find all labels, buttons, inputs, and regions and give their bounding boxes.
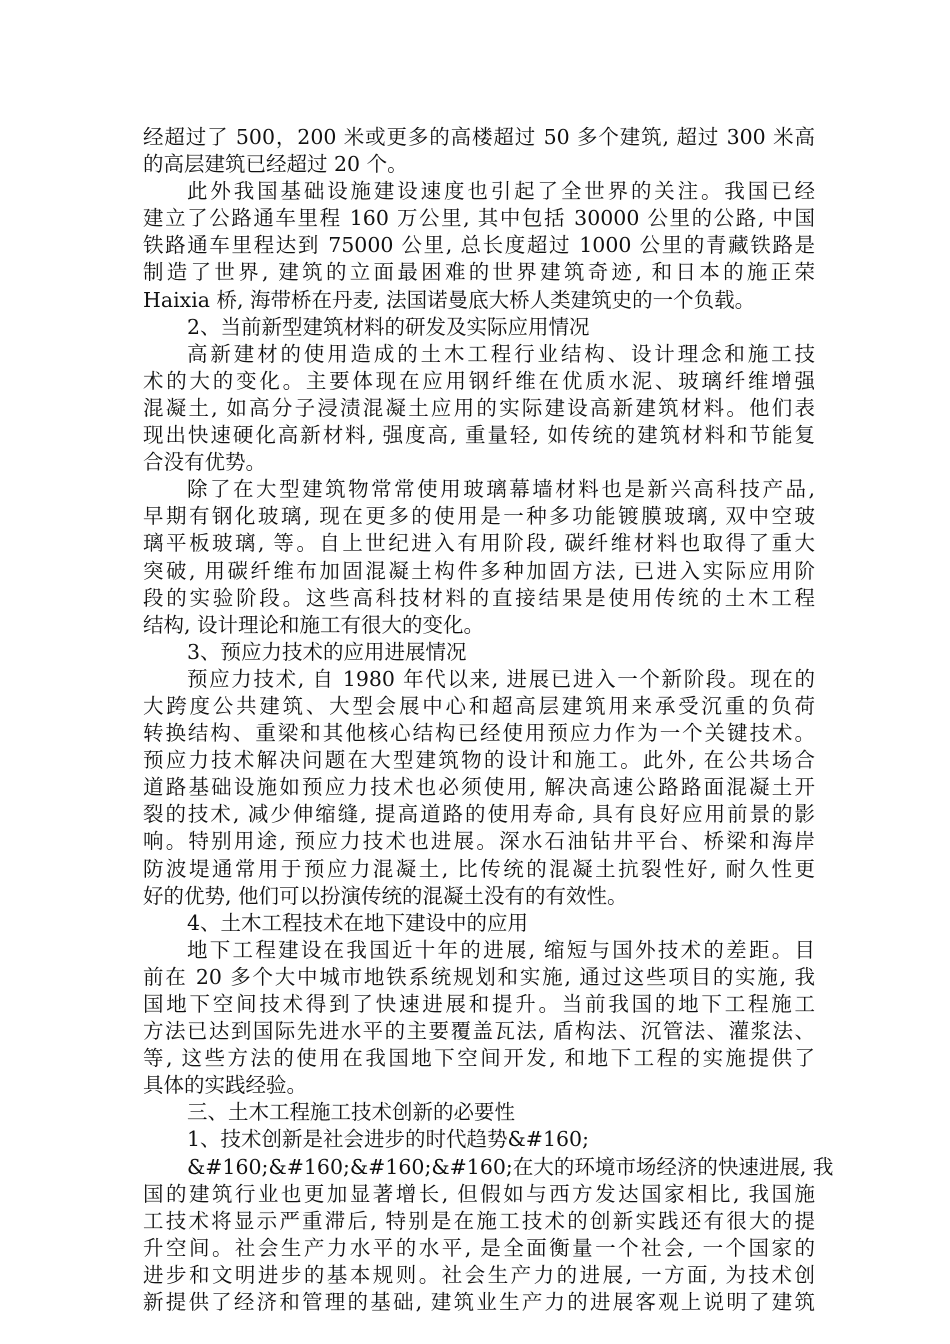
paragraph-line: 方法已达到国际先进水平的主要覆盖瓦法, 盾构法、沉管法、灌浆法、 [143,1019,815,1044]
paragraph-line: 高新建材的使用造成的土木工程行业结构、设计理念和施工技 [187,341,815,366]
paragraph-line: 具体的实践经验。 [143,1073,307,1098]
paragraph-line: 预应力技术, 自 1980 年代以来, 进展已进入一个新阶段。现在的 [187,666,815,691]
paragraph-line: 此外我国基础设施建设速度也引起了全世界的关注。我国已经 [187,179,815,204]
paragraph-line: 响。特别用途, 预应力技术也进展。深水石油钻井平台、桥梁和海岸 [143,829,815,854]
paragraph-line: 混凝土, 如高分子浸渍混凝土应用的实际建设高新建筑材料。他们表 [143,395,815,420]
paragraph-line: 新提供了经济和管理的基础, 建筑业生产力的进展客观上说明了建筑 [143,1290,815,1315]
paragraph-line: 的高层建筑已经超过 20 个。 [143,152,408,177]
paragraph-line: 突破, 用碳纤维布加固混凝土构件多种加固方法, 已进入实际应用阶 [143,558,815,583]
section-heading-line: 1、技术创新是社会进步的时代趋势&#160; [187,1127,590,1152]
paragraph-line: 地下工程建设在我国近十年的进展, 缩短与国外技术的差距。目 [187,937,815,962]
paragraph-line: 现出快速硬化高新材料, 强度高, 重量轻, 如传统的建筑材料和节能复 [143,423,815,448]
paragraph-line: Haixia 桥, 海带桥在丹麦, 法国诺曼底大桥人类建筑史的一个负载。 [143,287,756,312]
paragraph-line: 术的大的变化。主要体现在应用钢纤维在优质水泥、玻璃纤维增强 [143,368,815,393]
paragraph-line: 前在 20 多个大中城市地铁系统规划和实施, 通过这些项目的实施, 我 [143,964,815,989]
document-body-text [143,124,834,1316]
paragraph-line: 工技术将显示严重滞后, 特别是在施工技术的创新实践还有很大的提 [143,1208,815,1233]
paragraph-line: 国的建筑行业也更加显著增长, 但假如与西方发达国家相比, 我国施 [143,1181,815,1206]
paragraph-line: 铁路通车里程达到 75000 公里, 总长度超过 1000 公里的青藏铁路是 [143,233,815,258]
paragraph-line: 大跨度公共建筑、大型会展中心和超高层建筑用来承受沉重的负荷 [143,693,815,718]
paragraph-line: 进步和文明进步的基本规则。社会生产力的进展, 一方面, 为技术创 [143,1262,815,1287]
paragraph-line: 好的优势, 他们可以扮演传统的混凝土没有的有效性。 [143,883,628,908]
paragraph-line: 预应力技术解决问题在大型建筑物的设计和施工。此外, 在公共场合 [143,748,815,773]
paragraph-line: 制造了世界, 建筑的立面最困难的世界建筑奇迹, 和日本的施正荣 [143,260,815,285]
paragraph-line: 等, 这些方法的使用在我国地下空间开发, 和地下工程的实施提供了 [143,1046,815,1071]
section-heading-line: 2、当前新型建筑材料的研发及实际应用情况 [187,314,590,339]
paragraph-line: 璃平板玻璃, 等。自上世纪进入有用阶段, 碳纤维材料也取得了重大 [143,531,815,556]
paragraph-line: 道路基础设施如预应力技术也必须使用, 解决高速公路路面混凝土开 [143,775,815,800]
section-heading-line: 4、土木工程技术在地下建设中的应用 [187,910,529,935]
paragraph-line: &#160;&#160;&#160;&#160;在大的环境市场经济的快速进展, 我 [187,1154,834,1179]
paragraph-line: 裂的技术, 减少伸缩缝, 提高道路的使用寿命, 具有良好应用前景的影 [143,802,815,827]
paragraph-line: 建立了公路通车里程 160 万公里, 其中包括 30000 公里的公路, 中国 [143,206,815,231]
paragraph-line: 段的实验阶段。这些高科技材料的直接结果是使用传统的土木工程 [143,585,815,610]
paragraph-line: 结构, 设计理论和施工有很大的变化。 [143,612,485,637]
section-heading-line: 三、土木工程施工技术创新的必要性 [187,1100,515,1125]
paragraph-line: 升空间。社会生产力水平的水平, 是全面衡量一个社会, 一个国家的 [143,1235,815,1260]
paragraph-line: 除了在大型建筑物常常使用玻璃幕墙材料也是新兴高科技产品, [187,477,815,502]
section-heading-line: 3、预应力技术的应用进展情况 [187,639,467,664]
paragraph-line: 合没有优势。 [143,450,266,475]
paragraph-line: 经超过了 500，200 米或更多的高楼超过 50 多个建筑, 超过 300 米高 [143,125,815,149]
paragraph-line: 早期有钢化玻璃, 现在更多的使用是一种多功能镀膜玻璃, 双中空玻 [143,504,815,529]
paragraph-line: 防波堤通常用于预应力混凝土, 比传统的混凝土抗裂性好, 耐久性更 [143,856,815,881]
paragraph-line: 国地下空间技术得到了快速进展和提升。当前我国的地下工程施工 [143,992,815,1016]
paragraph-line: 转换结构、重梁和其他核心结构已经使用预应力作为一个关键技术。 [143,721,815,746]
